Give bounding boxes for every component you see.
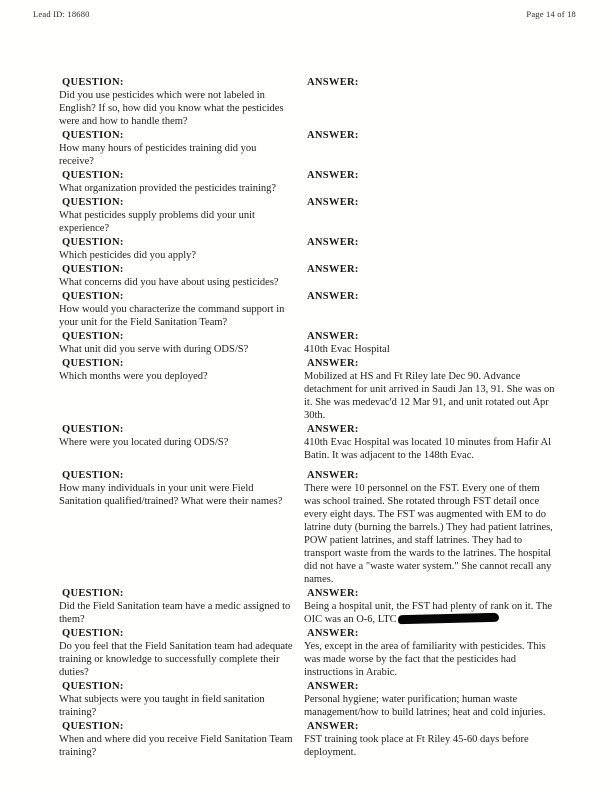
question-label: QUESTION: (62, 331, 124, 342)
question-text: When and where did you receive Field Sanitation Team training? (59, 734, 293, 758)
question-text: Which pesticides did you apply? (59, 250, 197, 261)
question-text: How would you characterize the command support in your unit for the Field Sanitation Team? (59, 304, 285, 328)
question-text: How many individuals in your unit were Field Sanitation qualified/trained? What were their names? (59, 483, 283, 507)
answer-label: ANSWER: (307, 681, 359, 692)
question-text: How many hours of pesticides training did you receive? (59, 143, 257, 167)
answer-column (304, 196, 555, 209)
qa-row (59, 720, 555, 759)
answer-text: 410th Evac Hospital was located 10 minutes from Hafir Al Batin. It was adjacent to the 148th Evac. (304, 437, 551, 461)
question-text: Which months were you deployed? (59, 371, 208, 382)
qa-row (59, 423, 555, 462)
answer-column (304, 76, 555, 89)
question-label: QUESTION: (62, 470, 124, 481)
question-column (59, 627, 304, 679)
answer-text: 410th Evac Hospital (304, 344, 390, 355)
question-label: QUESTION: (62, 291, 124, 302)
qa-row (59, 680, 555, 719)
qa-row (59, 76, 555, 128)
question-label: QUESTION: (62, 130, 124, 141)
question-text: What organization provided the pesticides training? (59, 183, 277, 194)
answer-text: Mobilized at HS and Ft Riley late Dec 90. Advance detachment for unit arrived in Saudi Jan 13, 91. She was on it. She was medevac'd 12 Mar 91, and unit rotated out Apr 30th. (304, 371, 555, 421)
answer-column (304, 627, 555, 679)
question-column (59, 423, 304, 449)
answer-column (304, 129, 555, 142)
question-column (59, 720, 304, 759)
qa-row (59, 129, 555, 168)
qa-row (59, 263, 555, 289)
question-column (59, 263, 304, 289)
question-column (59, 236, 304, 262)
question-text: What pesticides supply problems did your unit experience? (59, 210, 255, 234)
question-column (59, 169, 304, 195)
question-column (59, 290, 304, 329)
answer-label: ANSWER: (307, 721, 359, 732)
qa-row (59, 290, 555, 329)
qa-row (59, 587, 555, 626)
qa-row (59, 469, 555, 586)
answer-column (304, 587, 555, 626)
question-text: What unit did you serve with during ODS/S? (59, 344, 249, 355)
qa-row (59, 330, 555, 356)
question-column (59, 469, 304, 508)
answer-column (304, 423, 555, 462)
answer-column (304, 290, 555, 303)
question-column (59, 76, 304, 128)
answer-label: ANSWER: (307, 358, 359, 369)
question-label: QUESTION: (62, 424, 124, 435)
qa-content (59, 76, 555, 760)
qa-row (59, 169, 555, 195)
question-label: QUESTION: (62, 170, 124, 181)
question-column (59, 196, 304, 235)
answer-text: Being a hospital unit, the FST had plenty of rank on it. The OIC was an O-6, LTC (304, 601, 553, 625)
question-column (59, 129, 304, 168)
answer-column (304, 263, 555, 276)
page-header (33, 9, 576, 19)
answer-label: ANSWER: (307, 588, 359, 599)
qa-row (59, 196, 555, 235)
answer-column (304, 357, 555, 422)
answer-text: FST training took place at Ft Riley 45-60 days before deployment. (304, 734, 529, 758)
question-label: QUESTION: (62, 237, 124, 248)
question-label: QUESTION: (62, 588, 124, 599)
answer-column (304, 330, 555, 356)
question-column (59, 680, 304, 719)
answer-column (304, 469, 555, 586)
question-column (59, 330, 304, 356)
answer-column (304, 236, 555, 249)
answer-text: Personal hygiene; water purification; human waste management/how to build latrines; heat and cold injuries. (304, 694, 546, 718)
answer-label: ANSWER: (307, 424, 359, 435)
question-label: QUESTION: (62, 358, 124, 369)
question-text: Where were you located during ODS/S? (59, 437, 229, 448)
question-label: QUESTION: (62, 197, 124, 208)
question-label: QUESTION: (62, 77, 124, 88)
question-label: QUESTION: (62, 681, 124, 692)
answer-label: ANSWER: (307, 291, 359, 302)
question-label: QUESTION: (62, 264, 124, 275)
answer-column (304, 680, 555, 719)
question-text: Did the Field Sanitation team have a medic assigned to them? (59, 601, 291, 625)
lead-id: Lead ID: 18680 (33, 9, 90, 19)
question-text: Do you feel that the Field Sanitation team had adequate training or knowledge to successfully complete their duties? (59, 641, 293, 678)
answer-label: ANSWER: (307, 628, 359, 639)
question-text: What concerns did you have about using pesticides? (59, 277, 279, 288)
answer-column (304, 720, 555, 759)
question-text: What subjects were you taught in field sanitation training? (59, 694, 265, 718)
qa-row (59, 627, 555, 679)
qa-row (59, 236, 555, 262)
redaction-bar (398, 613, 499, 624)
answer-label: ANSWER: (307, 130, 359, 141)
answer-column (304, 169, 555, 182)
answer-label: ANSWER: (307, 264, 359, 275)
page-number: Page 14 of 18 (526, 9, 576, 19)
qa-row (59, 357, 555, 422)
answer-text: There were 10 personnel on the FST. Every one of them was school trained. She rotated through FST detail once every eight days. The FST was augmented with EM to do latrine duty (burning the barrels.) They had patient latrines, POW patient latrines, and staff latrines. They had to transport waste from the wards to the latrines. The hospital did not have a "waste water system." She cannot recall any names. (304, 483, 553, 585)
question-label: QUESTION: (62, 721, 124, 732)
answer-label: ANSWER: (307, 197, 359, 208)
answer-text: Yes, except in the area of familiarity with pesticides. This was made worse by the fact that the pesticides had instructions in Arabic. (304, 641, 546, 678)
question-column (59, 357, 304, 383)
answer-label: ANSWER: (307, 170, 359, 181)
answer-label: ANSWER: (307, 77, 359, 88)
question-column (59, 587, 304, 626)
question-text: Did you use pesticides which were not labeled in English? If so, how did you know what the pesticides were and how to handle them? (59, 90, 284, 127)
answer-label: ANSWER: (307, 331, 359, 342)
answer-label: ANSWER: (307, 470, 359, 481)
answer-label: ANSWER: (307, 237, 359, 248)
question-label: QUESTION: (62, 628, 124, 639)
